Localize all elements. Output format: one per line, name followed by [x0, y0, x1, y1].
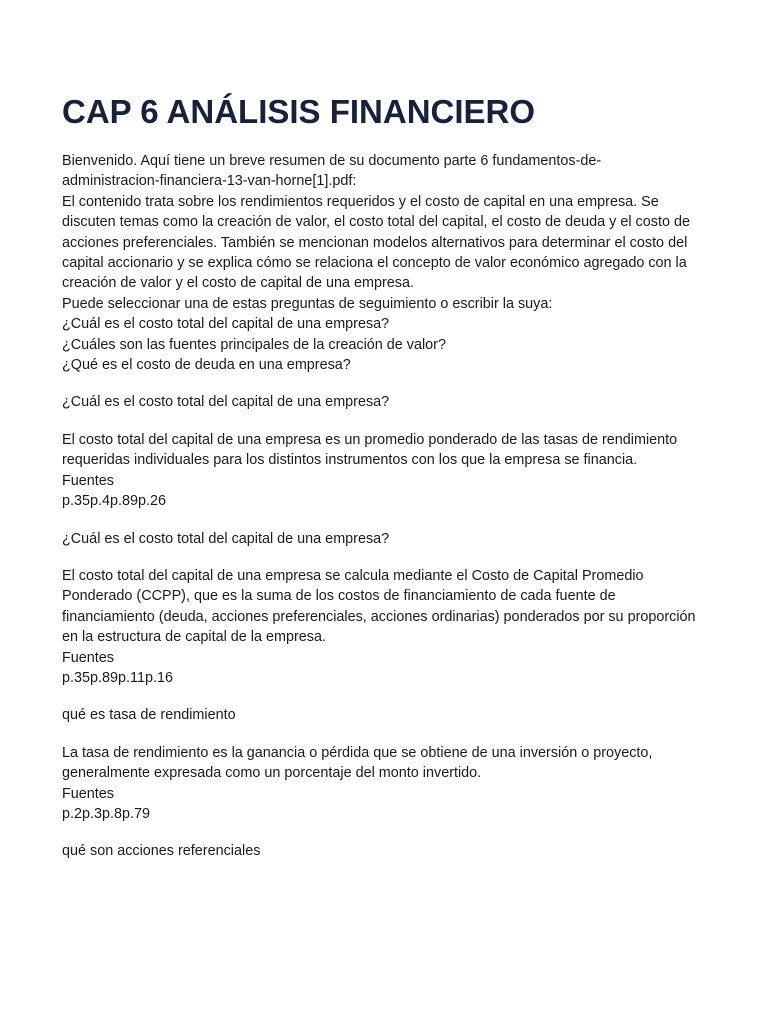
answer-line: financiamiento (deuda, acciones preferenciales, acciones ordinarias) ponderados por su proporción: [62, 608, 696, 625]
answer-line: El costo total del capital de una empresa se calcula mediante el Costo de Capital Promedio: [62, 567, 644, 584]
answer-line: en la estructura de capital de la empresa.: [62, 629, 326, 646]
question: ¿Cuál es el costo total del capital de una empresa?: [62, 530, 390, 547]
summary-line: creación de valor y el costo de capital de una empresa.: [62, 275, 414, 292]
qa-block: [62, 392, 712, 511]
summary-line: capital accionario y se explica cómo se relaciona el concepto de valor económico agregado con la: [62, 255, 687, 272]
answer-line: generalmente expresada como un porcentaje del monto invertido.: [62, 765, 482, 782]
sources-pages: p.35p.89p.11p.16: [62, 669, 173, 686]
document-page: [62, 93, 712, 862]
welcome-line: administracion-financiera-13-van-horne[1].pdf:: [62, 173, 357, 190]
summary-line: discuten temas como la creación de valor, el costo total del capital, el costo de deuda y el costo de: [62, 214, 690, 231]
document-title: CAP 6 ANÁLISIS FINANCIERO: [62, 93, 536, 130]
answer-line: Ponderado (CCPP), que es la suma de los costos de financiamiento de cada fuente de: [62, 588, 616, 605]
answer-line: La tasa de rendimiento es la ganancia o pérdida que se obtiene de una inversión o proyecto,: [62, 744, 653, 761]
question: ¿Cuál es el costo total del capital de una empresa?: [62, 394, 390, 411]
suggested-question: ¿Qué es el costo de deuda en una empresa?: [62, 357, 351, 374]
summary-line: acciones preferenciales. También se mencionan modelos alternativos para determinar el costo del: [62, 234, 688, 251]
summary-line: El contenido trata sobre los rendimientos requeridos y el costo de capital en una empresa. Se: [62, 193, 659, 210]
answer-line: El costo total del capital de una empresa es un promedio ponderado de las tasas de rendimiento: [62, 431, 678, 448]
question: qué es tasa de rendimiento: [62, 707, 236, 724]
sources-label: Fuentes: [62, 472, 114, 489]
intro-section: [62, 151, 712, 375]
welcome-line: Bienvenido. Aquí tiene un breve resumen de su documento parte 6 fundamentos-de-: [62, 153, 602, 169]
question: qué son acciones referenciales: [62, 843, 261, 860]
sources-label: Fuentes: [62, 785, 114, 802]
sources-pages: p.2p.3p.8p.79: [62, 805, 151, 822]
suggested-question: ¿Cuáles son las fuentes principales de la creación de valor?: [62, 336, 446, 353]
sources-label: Fuentes: [62, 649, 114, 666]
answer-line: requeridas individuales para los distintos instrumentos con los que la empresa se financia.: [62, 452, 638, 469]
qa-block: [62, 705, 712, 824]
qa-block: [62, 529, 712, 689]
sources-pages: p.35p.4p.89p.26: [62, 493, 167, 510]
followup-prompt: Puede seleccionar una de estas preguntas de seguimiento o escribir la suya:: [62, 295, 553, 312]
suggested-question: ¿Cuál es el costo total del capital de una empresa?: [62, 316, 390, 333]
